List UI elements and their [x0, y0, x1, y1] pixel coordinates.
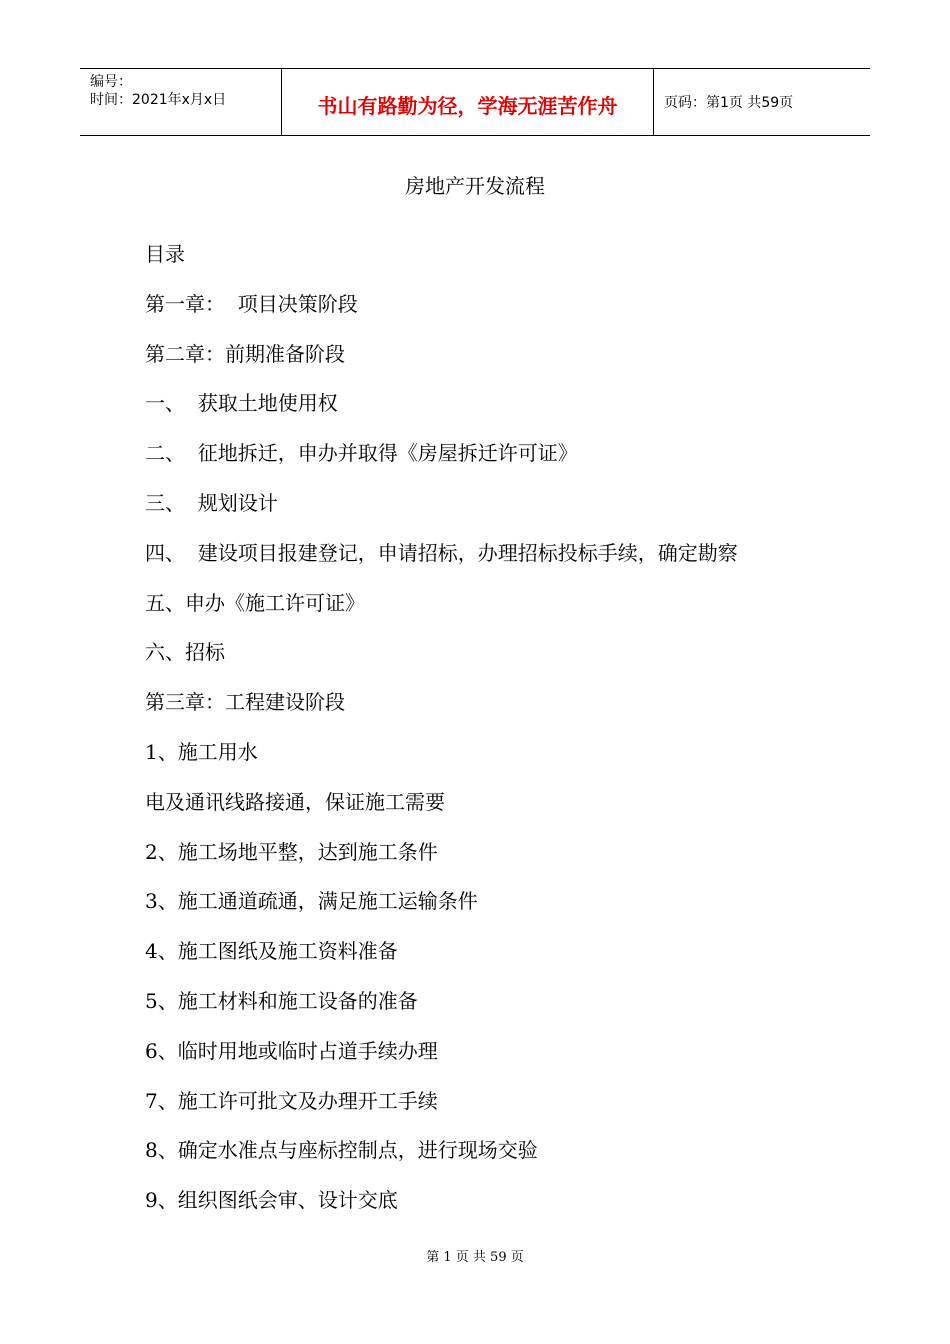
body-line: 四、 建设项目报建登记，申请招标，办理招标投标手续，确定勘察: [145, 540, 738, 565]
body-line: 9、组织图纸会审、设计交底: [145, 1188, 398, 1213]
body-line: 4、施工图纸及施工资料准备: [145, 939, 398, 964]
body-line: 5、施工材料和施工设备的准备: [145, 988, 418, 1013]
header-page-info: 页码：第1页 共59页: [664, 95, 794, 111]
page-header: [80, 68, 870, 136]
body-line: 2、施工场地平整，达到施工条件: [145, 839, 438, 864]
body-line: 第二章：前期准备阶段: [145, 341, 345, 366]
body-line: 3、施工通道疏通，满足施工运输条件: [145, 889, 478, 914]
body-line: 6、临时用地或临时占道手续办理: [145, 1038, 438, 1063]
body-line: 五、申办《施工许可证》: [145, 590, 365, 615]
document-number-label: 编号：: [90, 74, 132, 90]
document-time-label: 时间：2021年x月x日: [90, 92, 227, 108]
body-line: 三、 规划设计: [145, 490, 278, 515]
document-body: [145, 240, 865, 1236]
body-line: 一、 获取土地使用权: [145, 391, 338, 416]
page-footer: 第 1 页 共 59 页: [426, 1250, 524, 1265]
body-line: 目录: [145, 242, 185, 266]
body-line: 1、施工用水: [145, 739, 258, 764]
body-line: 7、施工许可批文及办理开工手续: [145, 1088, 438, 1113]
body-line: 8、确定水准点与座标控制点，进行现场交验: [145, 1138, 538, 1163]
body-line: 二、 征地拆迁，申办并取得《房屋拆迁许可证》: [145, 441, 578, 466]
header-meta: [80, 69, 282, 135]
body-line: 第三章：工程建设阶段: [145, 690, 345, 715]
body-line: 六、招标: [145, 640, 225, 665]
body-line: 电及通讯线路接通，保证施工需要: [145, 789, 445, 814]
body-line: 第一章： 项目决策阶段: [145, 291, 358, 316]
document-title: 房地产开发流程: [405, 174, 545, 198]
header-motto: 书山有路勤为径，学海无涯苦作舟: [282, 69, 654, 135]
